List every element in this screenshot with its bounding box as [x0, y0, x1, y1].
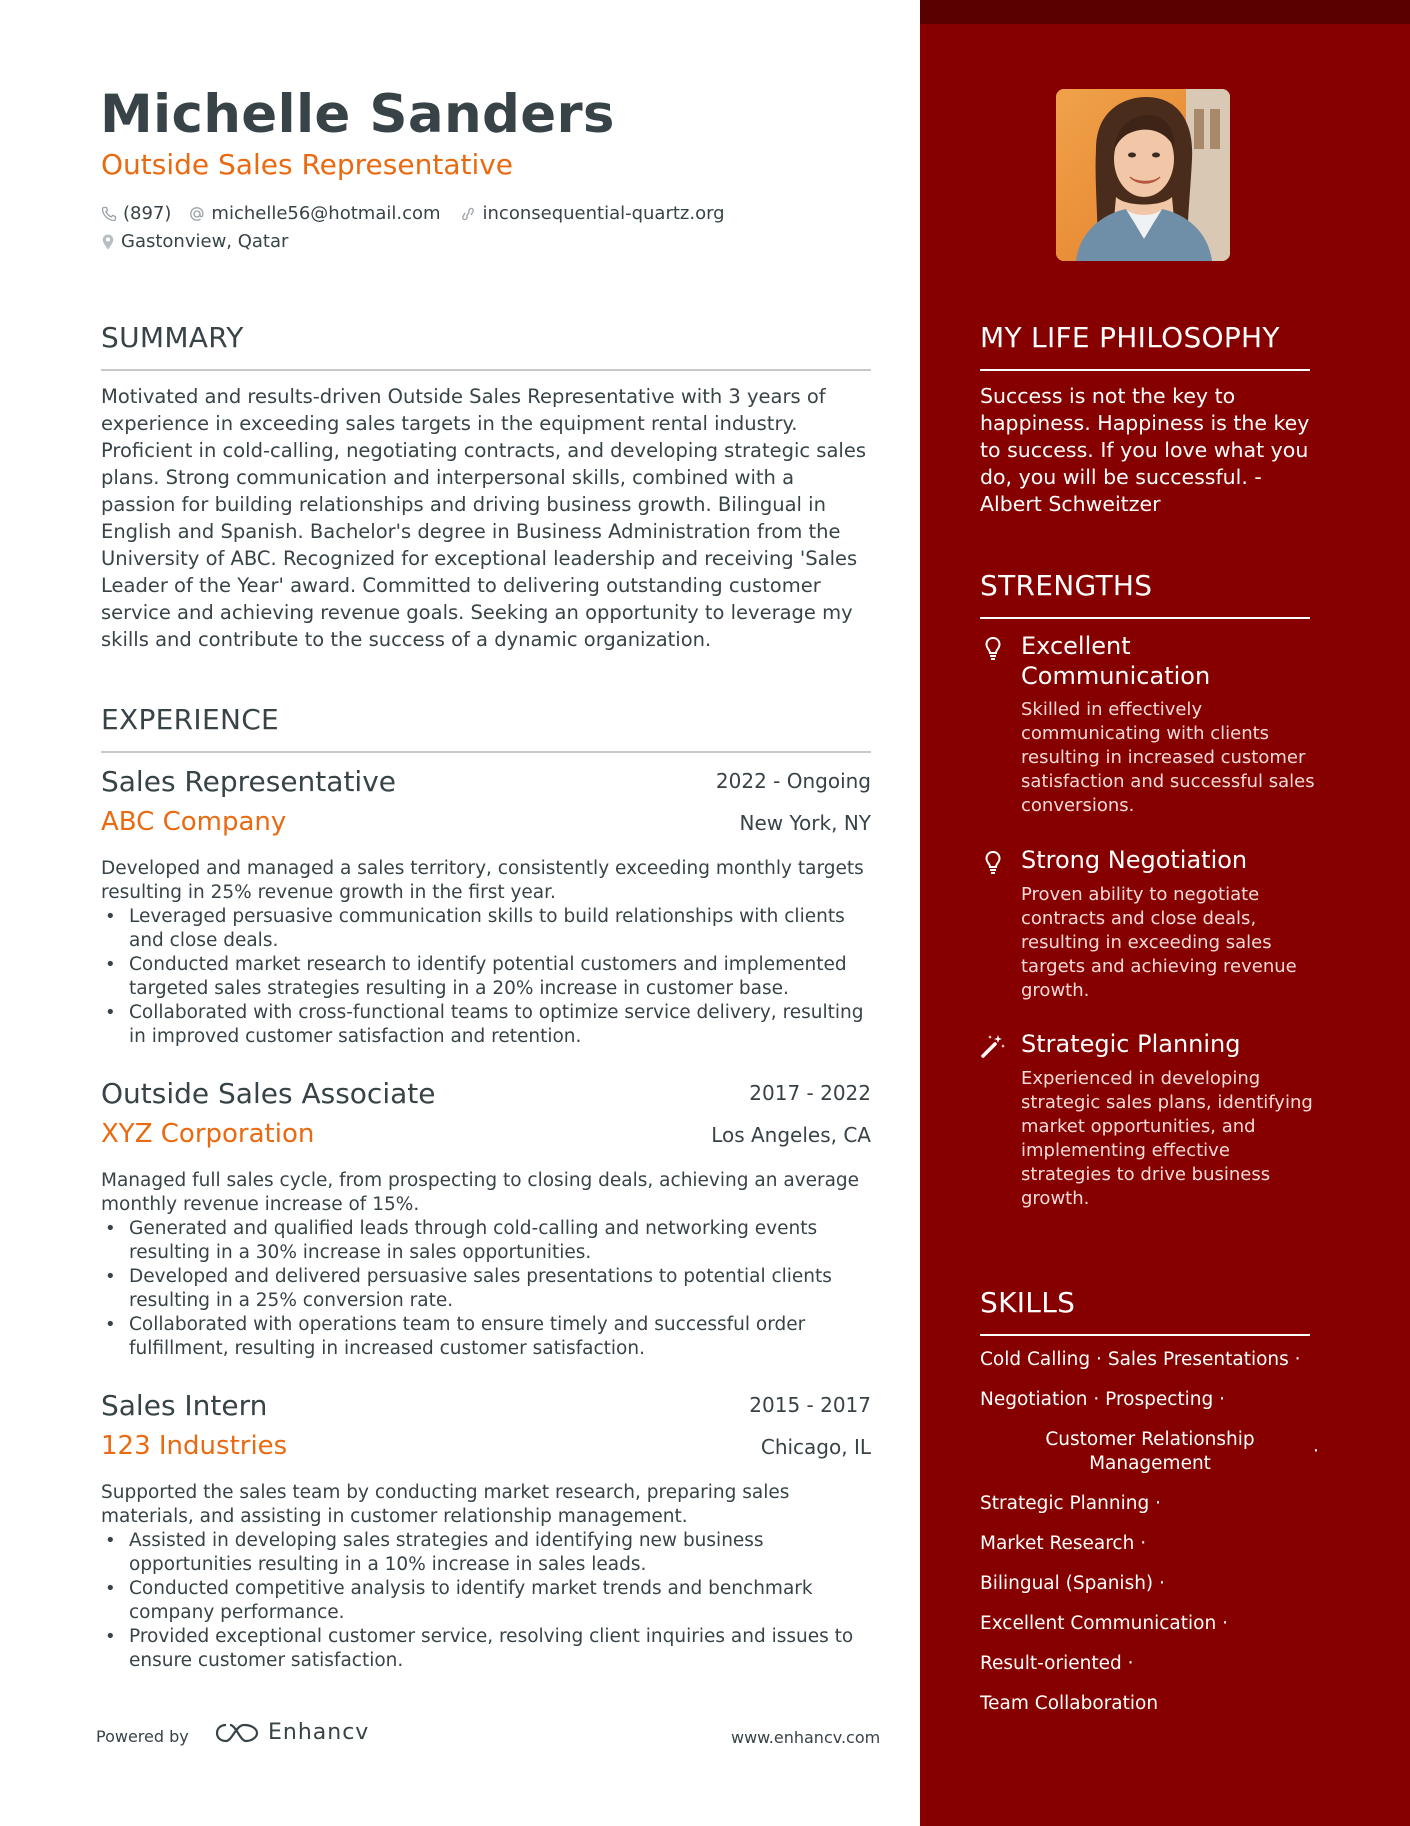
job-description: Supported the sales team by conducting market research, preparing sales materials, and assisting in customer relationship management.	[101, 1482, 790, 1527]
skill-separator: ·	[1313, 1441, 1319, 1462]
skill-label: Team Collaboration	[980, 1693, 1159, 1714]
website-text: inconsequential-quartz.org	[482, 203, 725, 224]
job-company: 123 Industries	[101, 1431, 288, 1461]
job-bullets	[101, 905, 871, 1049]
enhancv-mark-icon	[214, 1721, 260, 1745]
skill-tag	[980, 1388, 1225, 1412]
skill-label: Market Research	[980, 1533, 1135, 1554]
experience-divider	[101, 751, 871, 753]
job-bullet: • Collaborated with operations team to ensure timely and successful order fulfillment, resulting in increased customer satisfaction.	[101, 1313, 871, 1361]
skill-tag	[980, 1348, 1301, 1372]
email-text: michelle56@hotmail.com	[211, 203, 441, 224]
skill-tag	[980, 1532, 1146, 1556]
job-bullet: • Conducted market research to identify potential customers and implemented targeted sales strategies resulting in a 20% increase in customer base.	[101, 953, 871, 1001]
powered-by-label: Powered by	[96, 1727, 189, 1746]
skill-separator: ·	[1222, 1613, 1228, 1634]
lightbulb-icon	[980, 849, 1006, 875]
phone-icon	[101, 206, 117, 222]
lightbulb-icon	[980, 635, 1006, 661]
strengths-divider	[980, 617, 1310, 619]
job-bullet: • Developed and delivered persuasive sales presentations to potential clients resulting in a 25% conversion rate.	[101, 1265, 871, 1313]
candidate-name: Michelle Sanders	[100, 84, 615, 145]
skill-separator: ·	[1127, 1653, 1134, 1674]
strength-title: Strong Negotiation	[1021, 846, 1248, 874]
skill-tag	[980, 1492, 1161, 1516]
contact-location	[101, 231, 288, 252]
job-bullet: • Generated and qualified leads through cold-calling and networking events resulting in a 30% increase in sales opportunities.	[101, 1217, 871, 1265]
job-role: Sales Intern	[101, 1389, 268, 1422]
skill-label: Excellent Communication	[980, 1613, 1217, 1634]
skill-label: Customer Relationship Management	[1045, 1429, 1255, 1474]
skill-label: Negotiation	[980, 1389, 1088, 1410]
summary-text: Motivated and results-driven Outside Sales Representative with 3 years of experience in exceeding sales targets in the equipment rental industry. Proficient in cold-calling, negotiating contracts, and developing strategic sales plans. Strong communication and interpersonal skills, combined with a passion for building relationships and driving business growth. Bilingual in English and Spanish. Bachelor's degree in Business Administration from the University of ABC. Recognized for exceptional leadership and receiving 'Sales Leader of the Year' award. Committed to delivering outstanding customer service and achieving revenue goals. Seeking an opportunity to leverage my skills and contribute to the success of a dynamic organization.	[101, 385, 866, 651]
strengths-heading-text: STRENGTHS	[980, 569, 1153, 602]
contact-website[interactable]	[459, 203, 725, 224]
candidate-title: Outside Sales Representative	[101, 148, 514, 181]
philosophy-divider	[980, 369, 1310, 371]
skill-label: Result-oriented	[980, 1653, 1122, 1674]
strength-description: Proven ability to negotiate contracts and close deals, resulting in exceeding sales targets and achieving revenue growth.	[1021, 884, 1297, 1001]
skill-separator: ·	[1294, 1349, 1301, 1370]
phone-text: (897)	[123, 203, 172, 224]
job-location: New York, NY	[739, 811, 871, 835]
job-bullets	[101, 1217, 871, 1361]
summary-heading-text: SUMMARY	[101, 321, 244, 354]
experience-heading	[101, 703, 871, 736]
job-bullet: • Collaborated with cross-functional teams to optimize service delivery, resulting in improved customer satisfaction and retention.	[101, 1001, 871, 1049]
skill-tag	[980, 1612, 1228, 1636]
skill-tag	[980, 1652, 1134, 1676]
job-location: Los Angeles, CA	[711, 1123, 871, 1147]
profile-photo	[1056, 89, 1230, 261]
job-dates: 2022 - Ongoing	[715, 769, 871, 793]
location-pin-icon	[101, 233, 115, 251]
skill-label: Sales Presentations	[1107, 1349, 1289, 1370]
philosophy-quote: Success is not the key to happiness. Happiness is the key to success. If you love what you do, you will be successful. - Albert Schweitzer	[980, 384, 1310, 516]
job-role: Outside Sales Associate	[101, 1077, 436, 1110]
job-location: Chicago, IL	[760, 1435, 871, 1459]
skill-label: Cold Calling	[980, 1349, 1091, 1370]
contact-email[interactable]	[189, 203, 440, 224]
skill-separator: ·	[1140, 1533, 1147, 1554]
skill-separator: ·	[1093, 1389, 1100, 1410]
enhancv-brand-text: Enhancv	[268, 1720, 370, 1745]
contact-row-2	[101, 231, 306, 252]
job-role: Sales Representative	[101, 765, 396, 798]
location-text: Gastonview, Qatar	[121, 231, 289, 252]
summary-heading	[101, 321, 871, 354]
enhancv-logo[interactable]	[214, 1720, 369, 1745]
skill-label: Prospecting	[1105, 1389, 1214, 1410]
contact-row-1	[101, 203, 743, 224]
sidebar-top-strip	[920, 0, 1410, 24]
summary-divider	[101, 369, 871, 371]
at-icon	[189, 206, 205, 222]
strength-title: Strategic Planning	[1021, 1030, 1241, 1058]
strength-title: Excellent Communication	[1021, 632, 1211, 690]
philosophy-heading-text: MY LIFE PHILOSOPHY	[980, 321, 1280, 354]
job-bullets	[101, 1529, 871, 1673]
strength-description: Skilled in effectively communicating with clients resulting in increased customer satisfaction and successful sales conversions.	[1021, 699, 1315, 816]
job-company: ABC Company	[101, 807, 287, 837]
job-bullet: • Assisted in developing sales strategies and identifying new business opportunities resulting in a 10% increase in sales leads.	[101, 1529, 871, 1577]
skill-tag	[1040, 1428, 1260, 1476]
philosophy-heading	[980, 321, 1310, 354]
contact-phone	[101, 203, 171, 224]
strength-description: Experienced in developing strategic sales plans, identifying market opportunities, and implementing effective strategies to drive business growth.	[1021, 1068, 1313, 1209]
job-bullet: • Provided exceptional customer service, resolving client inquiries and issues to ensure customer satisfaction.	[101, 1625, 871, 1673]
skill-separator: ·	[1096, 1349, 1102, 1370]
magic-wand-icon	[980, 1033, 1006, 1059]
skill-label: Strategic Planning	[980, 1493, 1150, 1514]
skills-divider	[980, 1334, 1310, 1336]
skills-heading	[980, 1286, 1310, 1319]
sidebar	[920, 0, 1410, 1826]
skill-separator: ·	[1159, 1573, 1165, 1594]
job-bullet: • Leveraged persuasive communication skills to build relationships with clients and close deals.	[101, 905, 871, 953]
job-bullet: • Conducted competitive analysis to identify market trends and benchmark company performance.	[101, 1577, 871, 1625]
job-dates: 2017 - 2022	[749, 1081, 871, 1105]
job-dates: 2015 - 2017	[749, 1393, 871, 1417]
avatar-portrait-icon	[1056, 89, 1230, 261]
skill-tag	[980, 1572, 1165, 1596]
job-company: XYZ Corporation	[101, 1119, 315, 1149]
skill-separator: ·	[1155, 1493, 1161, 1514]
experience-heading-text: EXPERIENCE	[101, 703, 280, 736]
skills-heading-text: SKILLS	[980, 1286, 1076, 1319]
link-icon	[459, 206, 477, 222]
job-description: Managed full sales cycle, from prospecting to closing deals, achieving an average monthly revenue increase of 15%.	[101, 1170, 860, 1215]
strengths-heading	[980, 569, 1310, 602]
skill-tag	[980, 1692, 1158, 1716]
footer-url[interactable]: www.enhancv.com	[731, 1728, 881, 1747]
skill-separator: ·	[1219, 1389, 1226, 1410]
job-description: Developed and managed a sales territory, consistently exceeding monthly targets resulting in 25% revenue growth in the first year.	[101, 858, 864, 903]
skill-label: Bilingual (Spanish)	[980, 1573, 1154, 1594]
